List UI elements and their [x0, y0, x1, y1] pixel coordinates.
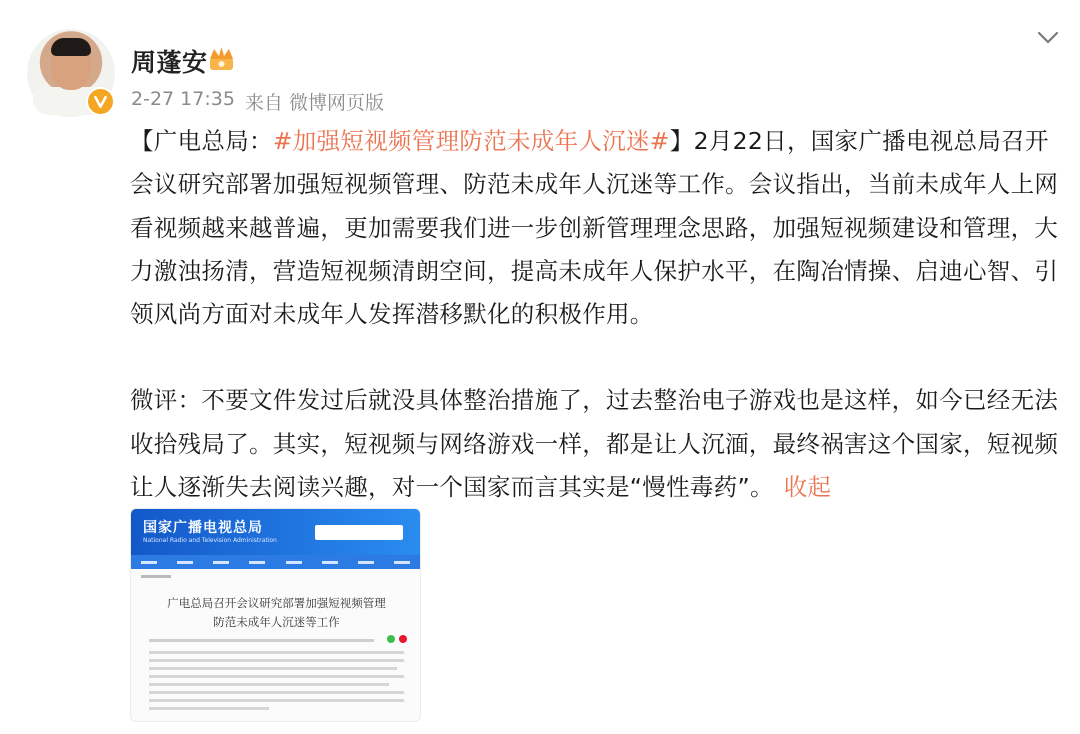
paragraph-1-text: 】2月22日，国家广播电视总局召开会议研究部署加强短视频管理、防范未成年人沉迷等工作。会议指出，当前未成年人上网看视频越来越普遍，更加需要我们进一步创新管理理念思路，加强短视频建设和管理，大力激浊扬清，营造短视频清朗空间，提高未成年人保护水平，在陶冶情操、启迪心智、引领风尚方面对未成年人发挥潜移默化的积极作用。 — [130, 127, 1059, 329]
article-meta-line — [149, 639, 374, 642]
article-text-line — [149, 699, 404, 702]
collapse-button[interactable]: 收起 — [783, 473, 832, 502]
site-nav — [131, 555, 420, 569]
article-text-line — [149, 659, 404, 662]
article-text-line — [149, 675, 404, 678]
site-header — [131, 509, 420, 555]
hashtag-link[interactable]: #加强短视频管理防范未成年人沉迷# — [272, 127, 670, 155]
attachment-image[interactable] — [130, 508, 421, 722]
article-text-line — [149, 691, 404, 694]
post-source: 来自 微博网页版 — [244, 92, 384, 114]
verified-icon — [86, 87, 115, 116]
article-text-line — [149, 683, 389, 686]
site-breadcrumb — [141, 575, 171, 578]
paragraph-2-text: 微评：不要文件发过后就没具体整治措施了，过去整治电子游戏也是这样，如今已经无法收拾残局了。其实，短视频与网络游戏一样，都是让人沉湎，最终祸害这个国家，短视频让人逐渐失去阅读兴趣，对一个国家而言其实是“慢性毒药”。 — [130, 386, 1059, 502]
site-search-box — [315, 525, 403, 540]
weibo-share-icon — [399, 635, 407, 643]
site-title: 国家广播电视总局 — [143, 520, 263, 536]
user-name[interactable]: 周蓬安 — [131, 48, 208, 77]
paragraph-1-prefix: 【广电总局： — [130, 127, 273, 155]
article-title-line-2: 防范未成年人沉迷等工作 — [213, 615, 340, 629]
wechat-share-icon — [387, 635, 395, 643]
article-title-line-1: 广电总局召开会议研究部署加强短视频管理 — [167, 596, 386, 610]
avatar-hair — [51, 38, 91, 56]
site-subtitle: National Radio and Television Administration — [143, 537, 277, 544]
crown-icon[interactable] — [207, 45, 236, 72]
post-body — [130, 120, 1060, 509]
chevron-down-icon[interactable] — [1036, 25, 1060, 49]
post-meta — [131, 88, 384, 115]
post-time[interactable]: 2-27 17:35 — [131, 88, 235, 110]
article-text-line — [149, 651, 404, 654]
post-paragraph-1 — [130, 120, 1060, 336]
article-text-line — [149, 667, 397, 670]
article-text-line — [149, 707, 269, 710]
post-paragraph-2 — [130, 379, 1060, 509]
